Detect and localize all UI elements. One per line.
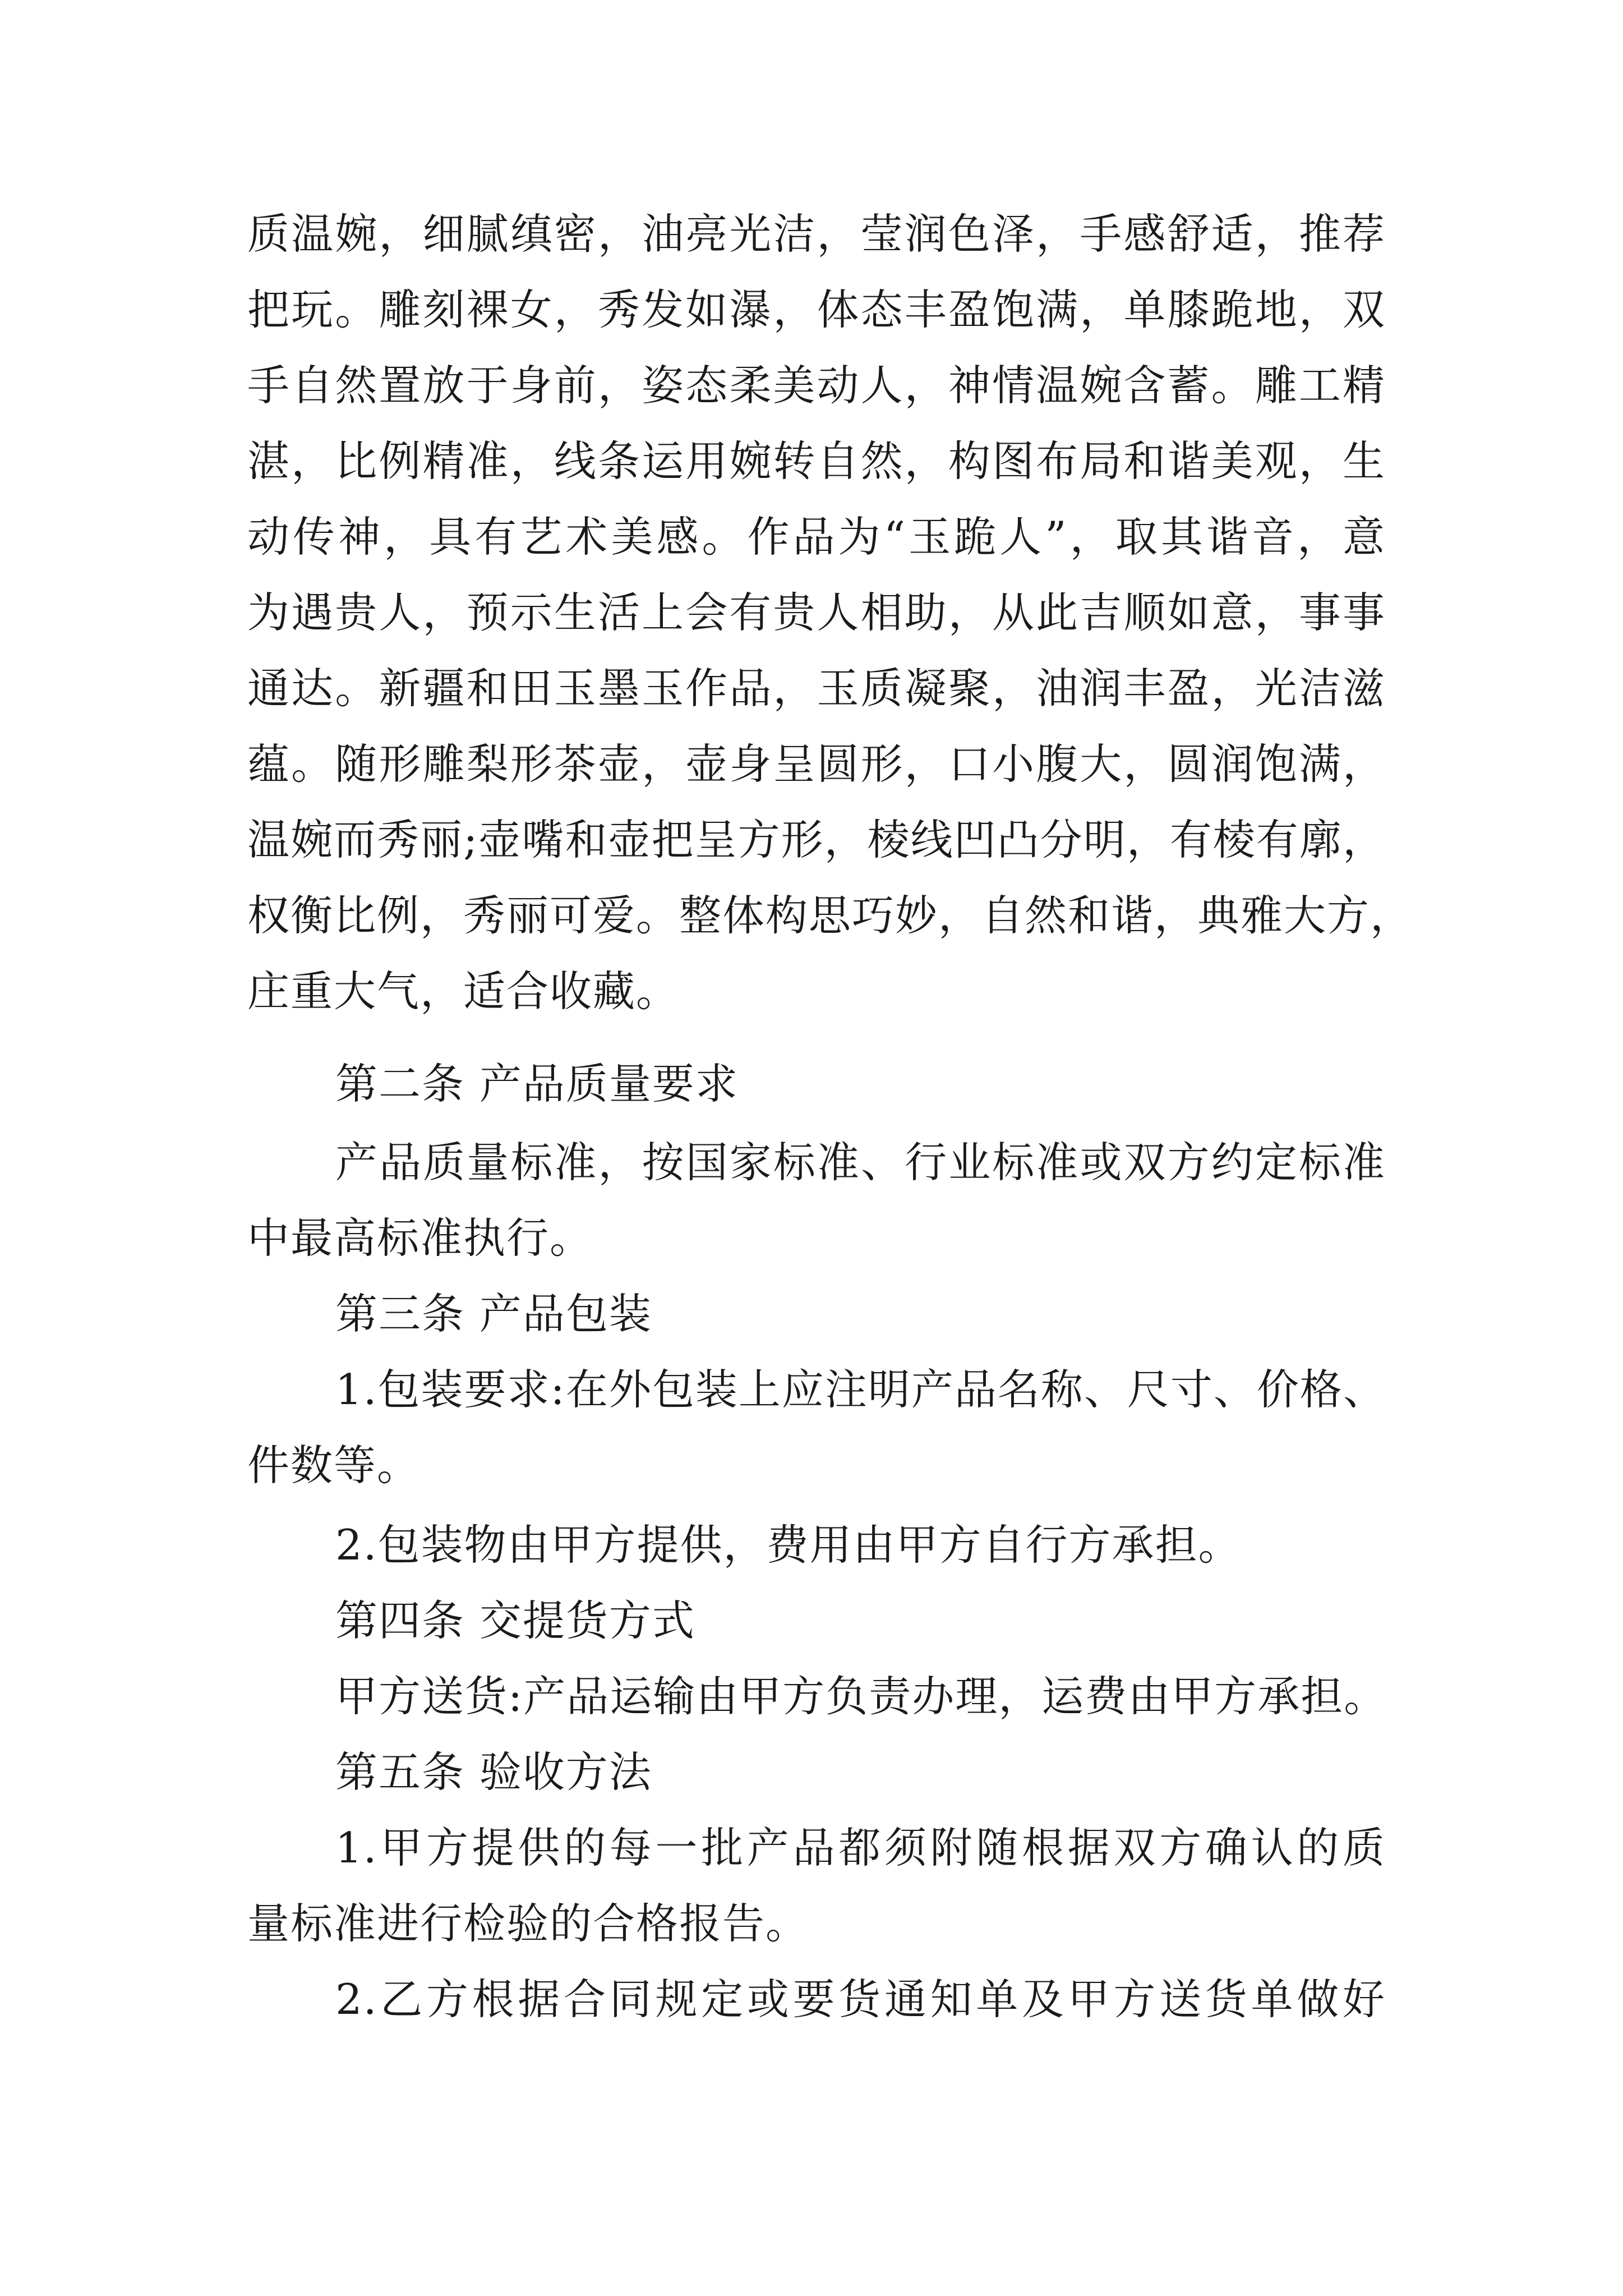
list-item-line: 1.甲方提供的每一批产品都须附随根据双方确认的质 [335,1823,1386,1872]
paragraph-line: 把玩。雕刻裸女，秀发如瀑，体态丰盈饱满，单膝跪地，双 [247,285,1386,334]
list-item-line: 1.包装要求:在外包装上应注明产品名称、尺寸、价格、 [335,1365,1386,1414]
paragraph-line: 蕴。随形雕梨形茶壶，壶身呈圆形，口小腹大，圆润饱满， [247,739,1386,789]
paragraph-line: 手自然置放于身前，姿态柔美动人，神情温婉含蓄。雕工精 [247,361,1386,410]
paragraph-line: 通达。新疆和田玉墨玉作品，玉质凝聚，油润丰盈，光洁滋 [247,664,1386,713]
paragraph-line: 产品质量标准，按国家标准、行业标准或双方约定标准 [335,1138,1386,1187]
paragraph-line: 权衡比例，秀丽可爱。整体构思巧妙，自然和谐，典雅大方， [247,891,1414,940]
section-heading-article-4: 第四条 交提货方式 [335,1596,695,1645]
list-item-line: 量标准进行检验的合格报告。 [247,1899,809,1948]
section-heading-article-5: 第五条 验收方法 [335,1747,652,1797]
section-heading-article-3: 第三条 产品包装 [335,1289,652,1338]
paragraph-line: 湛，比例精准，线条运用婉转自然，构图布局和谐美观，生 [247,436,1386,486]
section-heading-article-2: 第二条 产品质量要求 [335,1059,739,1108]
paragraph-line: 动传神，具有艺术美感。作品为“玉跪人”，取其谐音，意 [247,512,1386,562]
paragraph-line: 为遇贵人，预示生活上会有贵人相助，从此吉顺如意，事事 [247,588,1386,637]
paragraph-line: 质温婉，细腻缜密，油亮光洁，莹润色泽，手感舒适，推荐 [247,209,1386,259]
paragraph-line: 温婉而秀丽;壶嘴和壶把呈方形，棱线凹凸分明，有棱有廓， [247,815,1386,864]
paragraph-line: 庄重大气，适合收藏。 [247,967,680,1016]
paragraph-line: 中最高标准执行。 [247,1213,593,1263]
list-item-line: 2.乙方根据合同规定或要货通知单及甲方送货单做好 [335,1975,1386,2024]
list-item-line: 2.包装物由甲方提供，费用由甲方自行方承担。 [335,1520,1242,1570]
paragraph-line: 甲方送货:产品运输由甲方负责办理，运费由甲方承担。 [335,1672,1387,1721]
list-item-line: 件数等。 [247,1441,421,1490]
